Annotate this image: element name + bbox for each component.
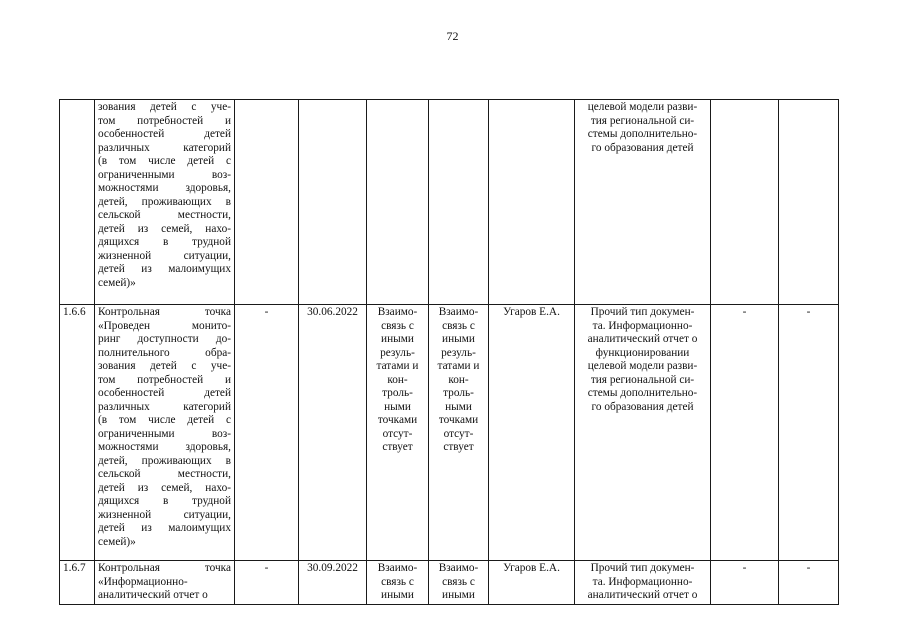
relation-cell-1-line: иными [381,589,414,601]
name-cell-line: сельской местности, [98,209,231,221]
extra-cell-1: - [711,561,779,605]
document-cell-line: та. Информационно- [592,575,693,588]
table-row [60,561,839,605]
name-cell-line: особенностей детей [98,387,231,399]
name-cell-line: (в том числе детей с [98,414,231,426]
table-row [60,305,839,561]
name-cell-line: зования детей с уче- [98,360,231,372]
name-cell-line: Контрольная точка [98,562,231,574]
extra-cell-1: - [711,305,779,561]
relation-cell-2-line: иными [442,589,475,601]
table-row [60,100,839,305]
name-cell-line: различных категорий [98,141,231,154]
document-cell-line: функционировании [595,346,690,359]
relation-cell-1-line: ными [384,400,411,413]
value-cell: - [235,305,299,561]
name-cell-line: детей из малоимущих [98,263,231,275]
relation-cell-2-line: Взаимо- [438,306,479,318]
plan-table [59,99,839,605]
page-number: 72 [446,29,459,43]
relation-cell-1-line: ствует [382,441,413,453]
name-cell-line: детей из семей, нахо- [98,481,231,494]
relation-cell-2-line: ными [445,400,472,413]
name-cell-line: том потребностей и [98,114,231,127]
document-cell-line: стемы дополнительно- [587,128,698,140]
relation-cell-2 [429,561,489,605]
extra-cell-2 [779,100,839,305]
relation-cell-1-line: татами и [376,360,419,372]
name-cell-line: семей)» [98,276,136,289]
relation-cell-2-line: отсут- [443,427,474,440]
relation-cell-1-line: иными [381,333,414,345]
document-cell-line: та. Информационно- [592,319,693,332]
document-cell-line: тия региональной си- [590,373,695,386]
relation-cell-2-line: Взаимо- [438,562,479,574]
row-number-cell: 1.6.7 [60,561,95,605]
name-cell-line: семей)» [98,535,136,548]
name-cell-line: «Проведен монито- [98,319,231,332]
name-cell-line: детей, проживающих в [98,195,231,208]
relation-cell-2-line: татами и [437,360,480,372]
relation-cell-1-line: кон- [387,373,408,386]
name-cell-line: детей из семей, нахо- [98,222,231,235]
relation-cell-2-line: ствует [443,441,474,453]
value-cell [235,100,299,305]
document-cell [575,100,711,305]
document-cell [575,561,711,605]
extra-cell-2: - [779,561,839,605]
relation-cell-1 [367,100,429,305]
name-cell-line: жизненной ситуации, [98,508,231,521]
relation-cell-1-line: троль- [382,387,413,399]
relation-cell-2-line: кон- [448,373,469,386]
name-cell [95,305,235,561]
extra-cell-2: - [779,305,839,561]
name-cell-line: ринг доступности до- [98,333,231,345]
relation-cell-1-line: Взаимо- [377,562,418,574]
name-cell [95,100,235,305]
relation-cell-2-line: троль- [443,387,474,399]
extra-cell-1 [711,100,779,305]
document-cell-line: тия региональной си- [590,114,695,127]
table-body [60,100,839,605]
name-cell-line: особенностей детей [98,128,231,140]
relation-cell-1 [367,561,429,605]
relation-cell-1-line: точками [377,414,418,426]
name-cell-line: Контрольная точка [98,306,231,318]
name-cell-line: зования детей с уче- [98,101,231,113]
row-number-cell: 1.6.6 [60,305,95,561]
relation-cell-2-line: иными [442,333,475,345]
name-cell-line: «Информационно- [98,575,188,588]
relation-cell-2-line: связь с [442,575,475,588]
responsible-cell: Угаров Е.А. [489,305,575,561]
relation-cell-2 [429,100,489,305]
name-cell-line: дящихся в трудной [98,236,231,248]
document-cell-line: Прочий тип докумен- [590,306,695,318]
date-cell: 30.06.2022 [299,305,367,561]
relation-cell-2 [429,305,489,561]
document-cell-line: го образования детей [591,141,694,154]
responsible-cell [489,100,575,305]
relation-cell-2-line: связь с [442,319,475,332]
name-cell-line: детей из малоимущих [98,522,231,534]
relation-cell-2-line: резуль- [441,346,476,359]
relation-cell-2-line: точками [438,414,479,426]
document-cell [575,305,711,561]
responsible-cell: Угаров Е.А. [489,561,575,605]
relation-cell-1-line: Взаимо- [377,306,418,318]
name-cell-line: различных категорий [98,400,231,413]
name-cell-line: ограниченными воз- [98,168,231,181]
name-cell-line: полнительного обра- [98,346,231,359]
document-cell-line: го образования детей [591,400,694,413]
name-cell-line: можностями здоровья, [98,182,231,194]
name-cell-line: аналитический отчет о [98,589,208,601]
name-cell-line: (в том числе детей с [98,155,231,167]
document-cell-line: целевой модели разви- [587,360,698,372]
relation-cell-1-line: связь с [381,319,414,332]
name-cell-line: детей, проживающих в [98,454,231,467]
document-cell-line: стемы дополнительно- [587,387,698,399]
relation-cell-1 [367,305,429,561]
name-cell-line: можностями здоровья, [98,441,231,453]
document-cell-line: аналитический отчет о [587,589,698,601]
name-cell [95,561,235,605]
name-cell-line: дящихся в трудной [98,495,231,507]
row-number-cell [60,100,95,305]
relation-cell-1-line: связь с [381,575,414,588]
name-cell-line: ограниченными воз- [98,427,231,440]
name-cell-line: жизненной ситуации, [98,249,231,262]
document-cell-line: Прочий тип докумен- [590,562,695,574]
date-cell: 30.09.2022 [299,561,367,605]
name-cell-line: сельской местности, [98,468,231,480]
name-cell-line: том потребностей и [98,373,231,386]
relation-cell-1-line: отсут- [382,427,413,440]
value-cell: - [235,561,299,605]
date-cell [299,100,367,305]
document-cell-line: целевой модели разви- [587,101,698,113]
relation-cell-1-line: резуль- [380,346,415,359]
document-cell-line: аналитический отчет о [587,333,698,345]
